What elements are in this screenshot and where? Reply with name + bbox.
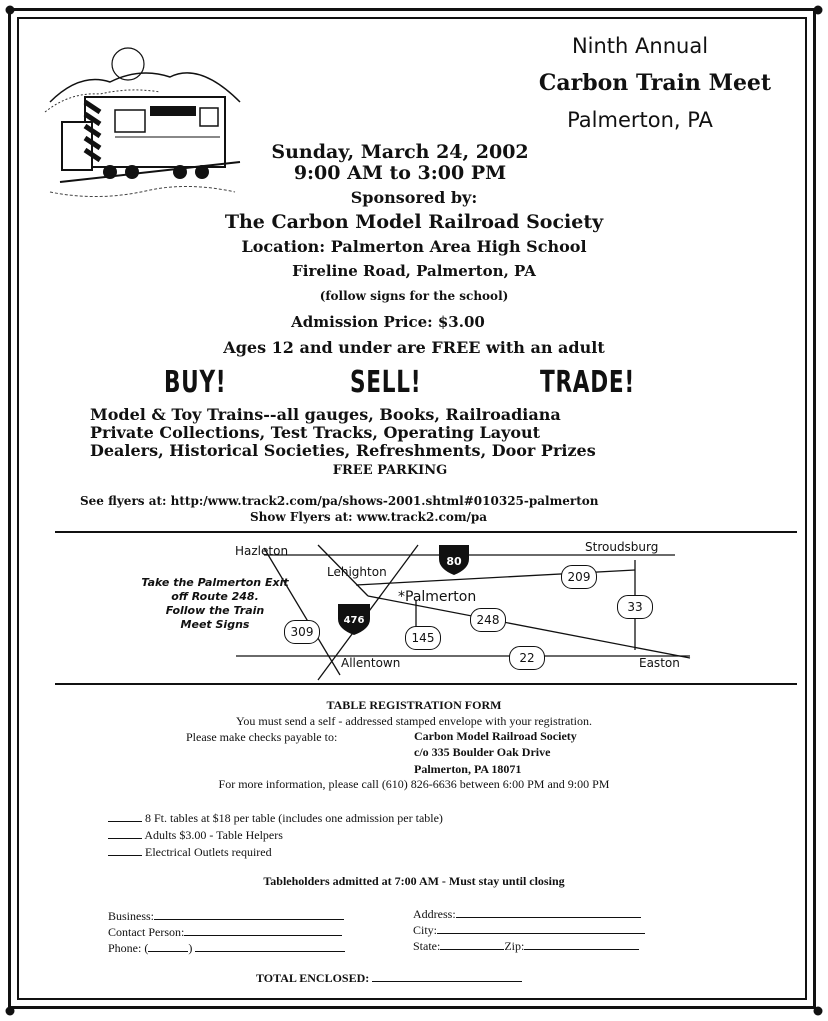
buy-label: BUY!	[164, 365, 227, 400]
form-title: TABLE REGISTRATION FORM	[326, 698, 502, 712]
total-field[interactable]	[256, 970, 522, 986]
contact-label: Contact Person:	[108, 925, 185, 939]
show-flyers-link[interactable]: Show Flyers at: www.track2.com/pa	[250, 510, 488, 524]
contact-field[interactable]	[108, 924, 342, 940]
event-time: 9:00 AM to 3:00 PM	[293, 162, 507, 184]
state-label: State:	[413, 939, 441, 953]
city-lehighton: Lehighton	[327, 565, 387, 579]
city-stroudsburg: Stroudsburg	[585, 540, 659, 554]
header-title: Carbon Train Meet	[538, 70, 772, 96]
city-field[interactable]	[413, 922, 645, 938]
feature-item: Model & Toy Trains--all gauges, Books, Railroadiana	[90, 405, 561, 424]
route-309-shield: 309	[284, 620, 320, 644]
map-note-line: Follow the Train	[165, 604, 265, 617]
free-parking: FREE PARKING	[332, 463, 448, 478]
feature-item: Dealers, Historical Societies, Refreshments, Door Prizes	[90, 441, 596, 460]
route-476-label: 476	[343, 615, 365, 626]
option-tables-label: 8 Ft. tables at $18 per table (includes one admission per table)	[145, 811, 443, 825]
address-field[interactable]	[413, 906, 641, 922]
route-209-shield: 209	[561, 565, 597, 589]
form-info: For more information, please call (610) 826-6636 between 6:00 PM and 9:00 PM	[218, 777, 610, 791]
free-note: Ages 12 and under are FREE with an adult	[223, 338, 605, 357]
event-signs: (follow signs for the school)	[319, 289, 509, 303]
payee-name: Carbon Model Railroad Society	[414, 729, 577, 743]
route-145-shield: 145	[405, 626, 441, 650]
checks-label: Please make checks payable to:	[186, 730, 338, 744]
header-edition: Ninth Annual	[571, 34, 709, 58]
city-hazleton: Hazleton	[235, 544, 289, 558]
map-note-line: Meet Signs	[180, 618, 250, 631]
city-easton: Easton	[639, 656, 680, 670]
payee-city: Palmerton, PA 18071	[414, 762, 522, 776]
feature-item: Private Collections, Test Tracks, Operating Layout	[90, 423, 541, 442]
payee-address: c/o 335 Boulder Oak Drive	[414, 745, 551, 759]
state-zip-field[interactable]	[413, 938, 639, 954]
total-label: TOTAL ENCLOSED:	[256, 971, 370, 985]
form-instruction: You must send a self - addressed stamped envelope with your registration.	[235, 714, 593, 728]
option-helpers-label: Adults $3.00 - Table Helpers	[144, 828, 283, 842]
sponsored-label: Sponsored by:	[350, 188, 478, 207]
business-label: Business:	[108, 909, 155, 923]
phone-field[interactable]	[108, 940, 345, 956]
city-label: City:	[413, 923, 438, 937]
option-helpers[interactable]	[108, 827, 283, 843]
route-33-shield: 33	[617, 595, 653, 619]
tableholders-note: Tableholders admitted at 7:00 AM - Must stay until closing	[263, 874, 565, 888]
event-road: Fireline Road, Palmerton, PA	[292, 262, 536, 280]
map-directions-note	[140, 576, 290, 632]
sponsor-name: The Carbon Model Railroad Society	[224, 211, 604, 233]
business-field[interactable]	[108, 908, 344, 924]
city-allentown: Allentown	[341, 656, 401, 670]
trade-label: TRADE!	[540, 365, 635, 400]
map-note-line: Take the Palmerton Exit	[141, 576, 289, 589]
option-tables[interactable]	[108, 810, 443, 826]
phone-label: Phone: (	[108, 941, 149, 955]
flyer-link[interactable]: See flyers at: http:/www.track2.com/pa/shows-2001.shtml#010325-palmerton	[80, 494, 599, 508]
event-location: Location: Palmerton Area High School	[241, 237, 587, 256]
address-label: Address:	[413, 907, 456, 921]
admission-price: Admission Price: $3.00	[291, 313, 485, 331]
zip-label: Zip:	[504, 939, 525, 953]
option-electrical[interactable]	[108, 844, 272, 860]
city-palmerton: *Palmerton	[398, 589, 477, 605]
route-22-shield: 22	[509, 646, 545, 670]
phone-paren: )	[188, 941, 193, 955]
option-electrical-label: Electrical Outlets required	[145, 845, 272, 859]
header-location: Palmerton, PA	[567, 108, 713, 132]
event-date: Sunday, March 24, 2002	[271, 141, 529, 163]
sell-label: SELL!	[350, 365, 422, 400]
route-248-shield: 248	[470, 608, 506, 632]
map-note-line: off Route 248.	[171, 590, 259, 603]
route-80-label: 80	[446, 555, 462, 568]
